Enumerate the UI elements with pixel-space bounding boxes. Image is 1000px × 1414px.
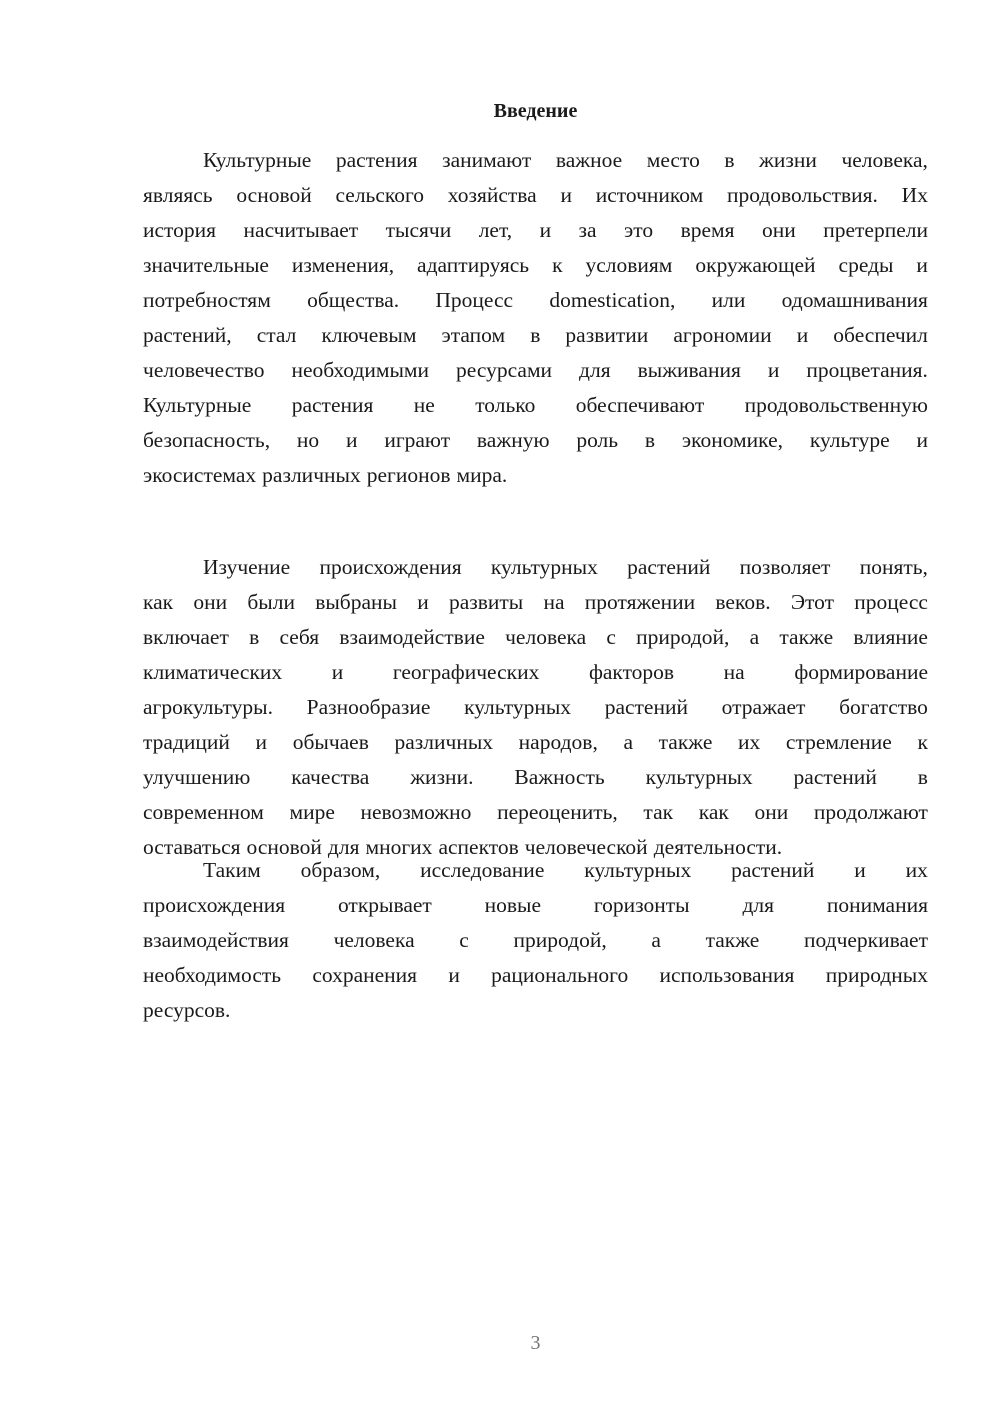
text-line: как они были выбраны и развиты на протяжении веков. Этот процесс [143,590,928,614]
text-line: экосистемах различных регионов мира. [143,463,508,487]
text-line: история насчитывает тысячи лет, и за это время они претерпели [143,218,928,242]
text-line: являясь основой сельского хозяйства и источником продовольствия. Их [143,183,928,207]
text-line: взаимодействия человека с природой, а также подчеркивает [143,928,928,952]
text-line: включает в себя взаимодействие человека с природой, а также влияние [143,625,928,649]
text-line: значительные изменения, адаптируясь к условиям окружающей среды и [143,253,928,277]
text-line: человечество необходимыми ресурсами для выживания и процветания. [143,358,928,382]
text-line: Культурные растения не только обеспечивают продовольственную [143,393,928,417]
text-line: ресурсов. [143,998,231,1022]
text-line: улучшению качества жизни. Важность культурных растений в [143,765,928,789]
paragraph-1 [143,143,928,493]
text-line: Таким образом, исследование культурных растений и их [203,858,928,882]
text-line: традиций и обычаев различных народов, а также их стремление к [143,730,928,754]
text-line: оставаться основой для многих аспектов человеческой деятельности. [143,835,783,859]
paragraph-2 [143,550,928,865]
text-line: Культурные растения занимают важное место в жизни человека, [203,148,928,172]
text-line: современном мире невозможно переоценить, так как они продолжают [143,800,928,824]
text-line: безопасность, но и играют важную роль в экономике, культуре и [143,428,928,452]
text-line: необходимость сохранения и рационального использования природных [143,963,928,987]
text-line: растений, стал ключевым этапом в развитии агрономии и обеспечил [143,323,928,347]
text-line: потребностям общества. Процесс domestication, или одомашнивания [143,288,928,312]
text-line: Изучение происхождения культурных растений позволяет понять, [203,555,928,579]
page-number: 3 [530,1332,541,1354]
paragraph-3 [143,853,928,1028]
text-line: агрокультуры. Разнообразие культурных растений отражает богатство [143,695,928,719]
section-title: Введение [493,100,578,122]
text-line: происхождения открывает новые горизонты для понимания [143,893,928,917]
text-line: климатических и географических факторов на формирование [143,660,928,684]
